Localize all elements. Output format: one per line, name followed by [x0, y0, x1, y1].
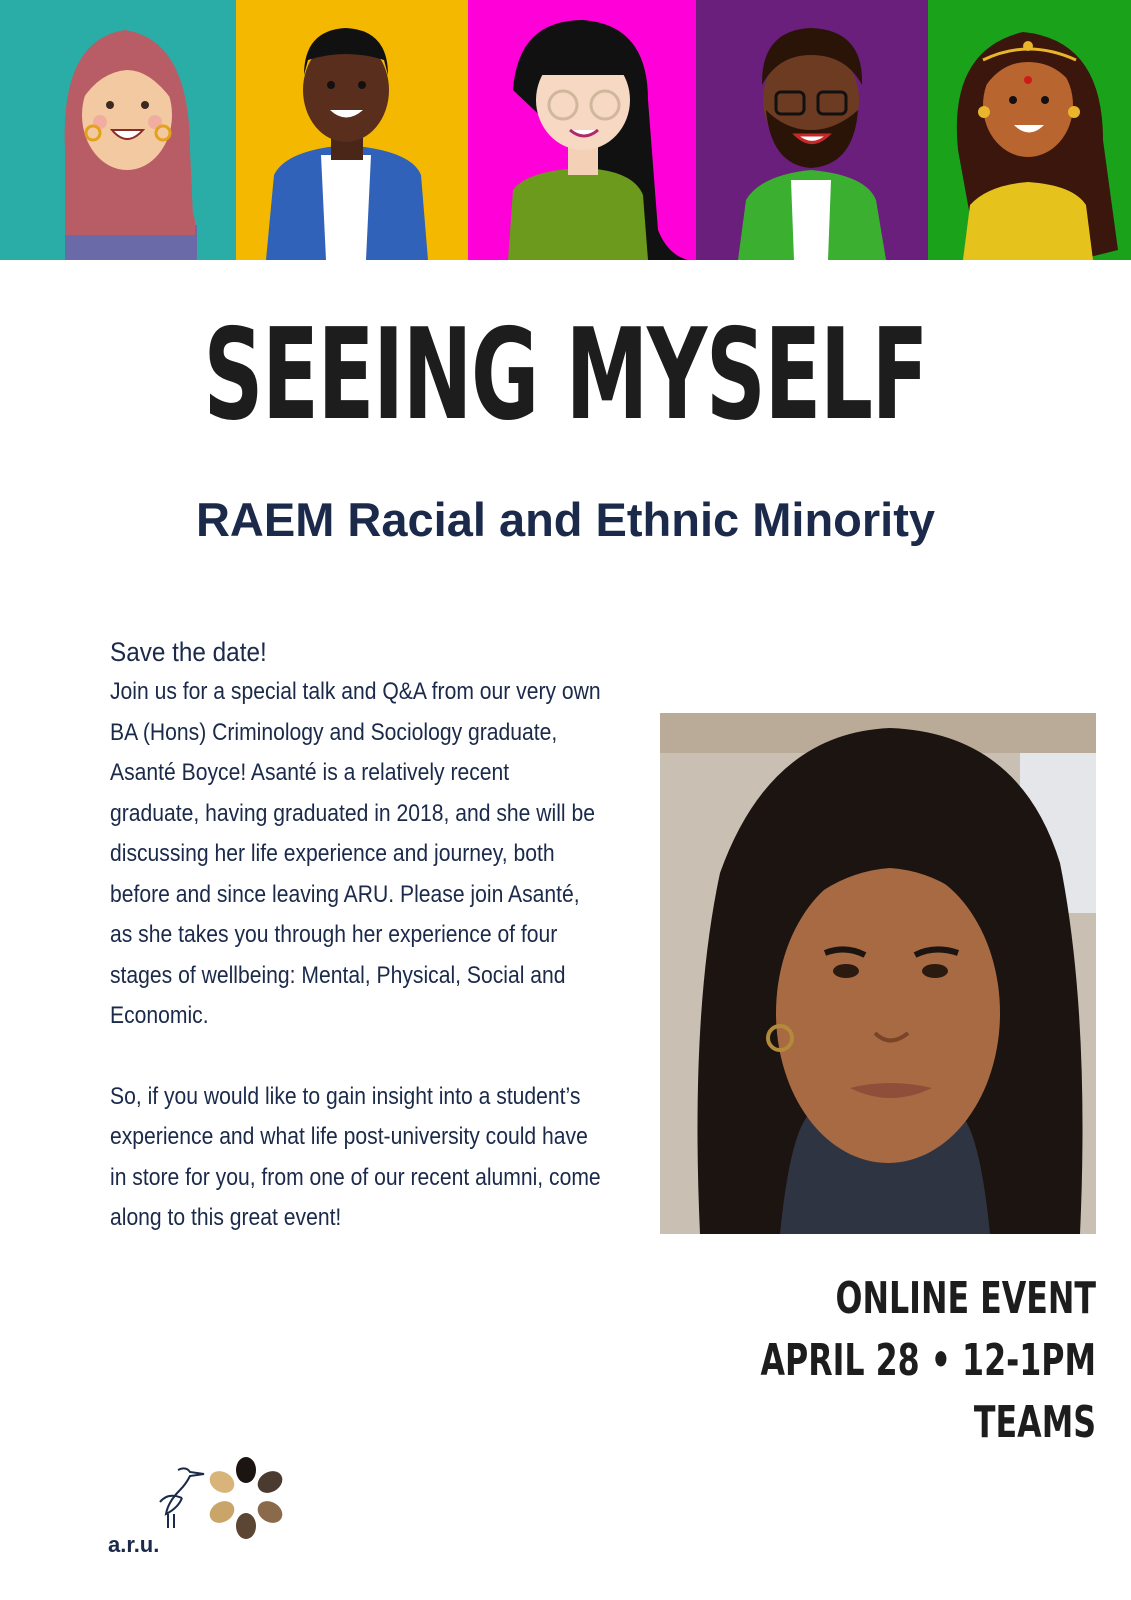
event-details: [630, 1268, 1096, 1454]
panel-magenta: [468, 0, 696, 260]
avatar-man-blue-jacket-icon: [236, 0, 468, 260]
speaker-photo: [660, 713, 1096, 1234]
panel-teal: [0, 0, 236, 260]
description-paragraph: So, if you would like to gain insight into a student’s experience and what life post-university could have in store for you, from one of our recent alumni, come along to this great event!: [110, 1082, 601, 1231]
page-title: SEEING MYSELF: [203, 301, 928, 448]
event-platform: TEAMS: [973, 1397, 1096, 1448]
illustration-banner: [0, 0, 1131, 260]
panel-purple: [696, 0, 928, 260]
panel-yellow: [236, 0, 468, 260]
event-description: [110, 632, 610, 1239]
aru-logo-text: a.r.u.: [108, 1532, 160, 1557]
save-the-date-heading: Save the date!: [110, 637, 267, 667]
avatar-hijab-woman-icon: [0, 0, 236, 260]
panel-green: [928, 0, 1131, 260]
event-date-time: APRIL 28 • 12-1PM: [760, 1335, 1096, 1386]
hands-circle-logo-icon: [204, 1456, 288, 1540]
avatar-woman-glasses-icon: [468, 0, 696, 260]
description-paragraph: Join us for a special talk and Q&A from our very own BA (Hons) Criminology and Sociology graduate, Asanté Boyce! Asanté is a relatively recent graduate, having graduated in 2018, and she will be discussing her life experience and journey, both before and since leaving ARU. Please join Asanté, as she takes you through her experience of four stages of wellbeing: Mental, Physical, Social and Economic.: [110, 678, 601, 1029]
avatar-woman-bindi-icon: [928, 0, 1131, 260]
speaker-portrait-icon: [660, 713, 1096, 1234]
logos: [108, 1462, 308, 1562]
avatar-bearded-man-icon: [696, 0, 928, 260]
page-subtitle: RAEM Racial and Ethnic Minority: [195, 493, 936, 546]
event-format: ONLINE EVENT: [835, 1273, 1096, 1324]
